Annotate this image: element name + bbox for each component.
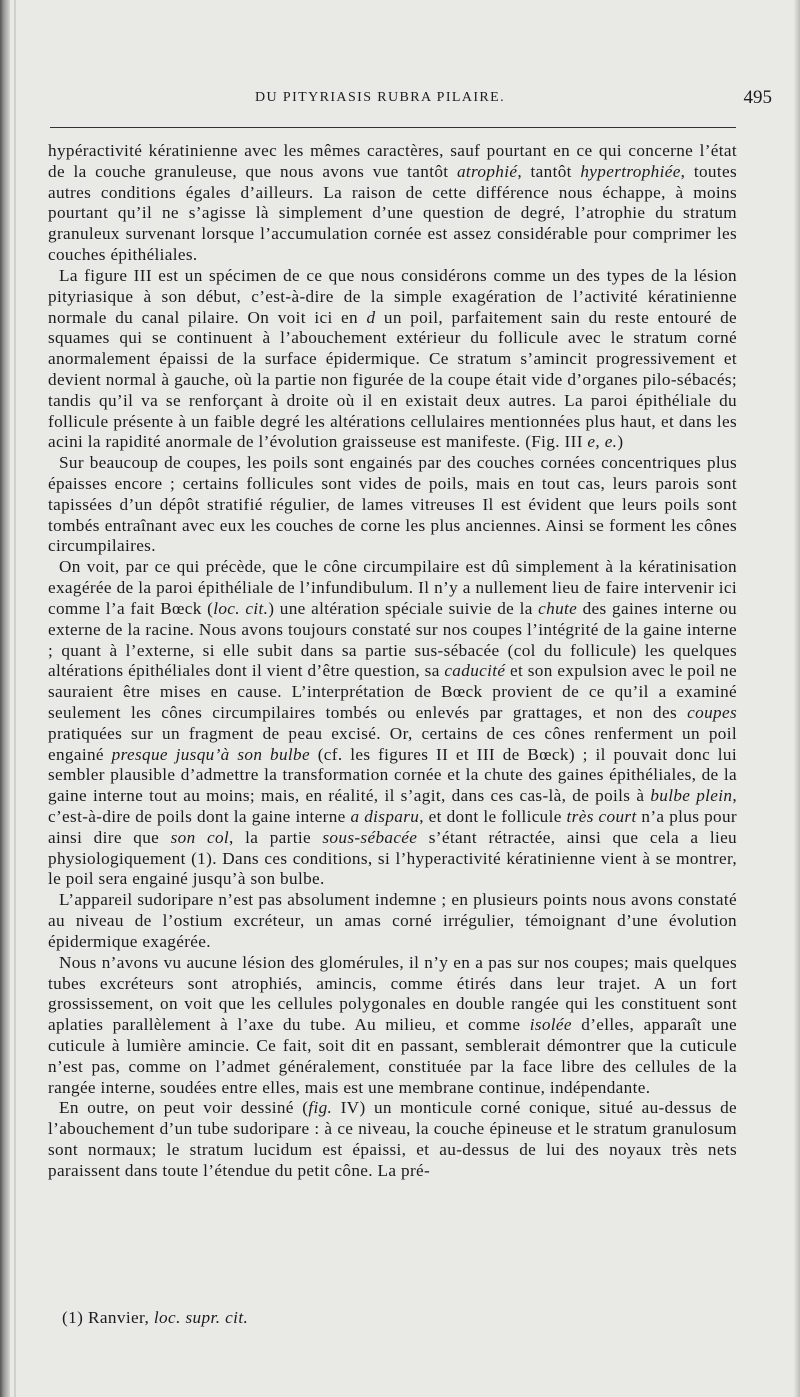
text-run: des gaines interne ou externe de la racine. Nous avons toujours constaté sur nos coupes l’intégrité de la gaine interne ; quant à l’externe, si elle subit dans sa partie sus-sébacée (col du follicule) les quelques altérations épithéliales dont il vient d’être question, sa — [48, 598, 738, 681]
italic-text: hypertrophiée — [580, 161, 681, 181]
paragraph — [48, 1098, 737, 1181]
italic-text: bulbe plein — [650, 786, 733, 806]
page-gutter-shadow — [0, 0, 10, 1397]
text-run: Nous n’avons vu aucune lésion des glomérules, il n’y en a pas sur nos coupes; mais quelques tubes excréteurs sont atrophiés, amincis, comme étirés dans leur trajet. A un fort grossissement, on voit que les cellules polygonales en double rangée qui les constituent sont aplaties parallèlement à l’axe du tube. Au milieu, et comme — [48, 952, 737, 1035]
text-run: ) une altération spéciale suivie de la — [268, 598, 539, 618]
text-run: La figure III est un spécimen de ce que nous considérons comme un des types de la lésion pityriasique à son début, c’est-à-dire de la simple exagération de l’activité kératinienne normale du canal pilaire. On voit ici en — [48, 265, 737, 327]
text-run: pratiquées sur un fragment de peau excisé. Or, certains de ces cônes renferment un poil engainé — [48, 723, 737, 764]
italic-text: fig. — [308, 1098, 333, 1118]
italic-text: loc. cit. — [213, 598, 269, 618]
text-run: Sur beaucoup de coupes, les poils sont engainés par des couches cornées concentriques plus épaisses encore ; certains follicules sont vides de poils, mais en tout cas, leurs parois sont tapissées d’un dépôt stratifié régulier, de lames vitreuses Il est évident que leurs poils sont tombés entraînant avec eux les couches de corne les plus anciennes. Ainsi se forment les cônes circumpilaires. — [48, 453, 737, 556]
italic-text: chute — [538, 598, 578, 618]
text-run: ) — [617, 432, 624, 452]
text-run: , tantôt — [517, 161, 581, 181]
paragraph — [48, 557, 737, 890]
italic-text: atrophié — [456, 161, 518, 181]
text-run: d’elles, apparaît une cuticule à lumière amincie. Ce fait, soit dit en passant, semblerait démontrer que la cuticule n’est pas, comme on l’admet généralement, constituée par la face libre des cellules de la rangée interne, soudées entre elles, mais est une membrane continue, indépendante. — [48, 1015, 737, 1097]
italic-text: e, e. — [587, 432, 618, 452]
text-run: s’étant rétractée, ainsi que cela a lieu physiologiquement (1). Dans ces conditions, si l’hyperactivité kératinienne vient à se montrer, le poil sera engainé jusqu’à son bulbe. — [48, 827, 737, 889]
paragraph — [48, 890, 737, 952]
header-rule — [50, 127, 736, 128]
paragraph — [48, 141, 737, 266]
text-run: , c’est-à-dire de poils dont la gaine interne — [48, 786, 738, 826]
text-run: un poil, parfaitement sain du reste entouré de squames qui se continuent à l’abouchement extérieur du follicule avec le stratum corné anormalement épaissi de la surface épidermique. Ce stratum s’amincit progressivement et devient normal à gauche, où la partie non figurée de la coupe était vide d’organes pilo-sébacés; tandis qu’il va se renforçant à droite où il en existait deux autres. La paroi épithéliale du follicule présente à un faible degré les altérations cellulaires mentionnées plus haut, et dans les acini la rapidité anormale de l’évolution graisseuse est manifeste. (Fig. III — [48, 307, 737, 452]
paragraph — [48, 453, 737, 557]
text-run: (cf. les figures II et III de Bœck) ; il pouvait donc lui sembler plausible d’admettre la transformation cornée et la chute des gaines épithéliales, de la gaine interne tout au moins; mais, en réalité, il s’agit, dans ces cas-là, de poils à — [48, 744, 738, 806]
text-run: n’a plus pour ainsi dire que — [48, 807, 737, 847]
italic-text: d — [366, 307, 376, 327]
page-right-edge — [794, 0, 800, 1397]
italic-text: sous-sébacée — [322, 827, 418, 847]
italic-text: caducité — [444, 661, 506, 681]
italic-text: très court — [566, 807, 637, 826]
italic-text: presque jusqu’à son bulbe — [111, 744, 310, 764]
text-run: et son expulsion avec le poil ne sauraient être mises en cause. L’interprétation de Bœck provient de ce qu’il a examiné seulement les cônes circumpilaires tombés ou enlevés par grattages, et non des — [48, 661, 737, 722]
running-title: DU PITYRIASIS RUBRA PILAIRE. — [255, 90, 505, 105]
body-text — [48, 141, 737, 1182]
italic-text: a disparu — [350, 807, 420, 826]
page-number: 495 — [743, 87, 772, 108]
text-run: , la partie — [229, 827, 323, 847]
footnote-author: Ranvier, — [87, 1308, 150, 1327]
text-run: , et dont le follicule — [419, 807, 567, 826]
text-run: En outre, on peut voir dessiné ( — [59, 1098, 309, 1118]
text-run: L’appareil sudoripare n’est pas absolument indemne ; en plusieurs points nous avons constaté au niveau de l’ostium excréteur, un amas corné irrégulier, témoignant d’une évolution épidermique exagérée. — [48, 890, 737, 951]
paragraph — [48, 953, 737, 1099]
text-run: IV) un monticule corné conique, situé au-dessus de l’abouchement d’un tube sudoripare : à ce niveau, la couche épineuse et le stratum granulosum sont normaux; le stratum lucidum est épaissi, et au-dessus de lui des noyaux très nets paraissent dans toute l’étendue du petit cône. La pré- — [48, 1098, 737, 1180]
footnote — [62, 1308, 248, 1328]
running-header — [0, 87, 800, 112]
italic-text: isolée — [529, 1015, 572, 1035]
italic-text: coupes — [687, 702, 737, 722]
footnote-marker: (1) — [62, 1308, 84, 1327]
footnote-reference: loc. supr. cit. — [153, 1308, 249, 1327]
text-run: On voit, par ce qui précède, que le cône circumpilaire est dû simplement à la kératinisation exagérée de la paroi épithéliale de l’infundibulum. Il n’y a nullement lieu de faire intervenir ici comme l’a fait Bœck ( — [48, 557, 737, 618]
page-gutter-line — [14, 0, 16, 1397]
text-run: , toutes autres conditions égales d’ailleurs. La raison de cette différence nous échappe, à moins pourtant qu’il ne s’agisse là simplement d’une question de degré, l’atrophie du stratum granuleux survenant lorsque l’accumulation cornée est assez considérable pour comprimer les couches épithéliales. — [48, 161, 738, 265]
italic-text: son col — [170, 827, 230, 847]
text-run: hypéractivité kératinienne avec les mêmes caractères, sauf pourtant en ce qui concerne l’état de la couche granuleuse, que nous avons vue tantôt — [48, 141, 737, 181]
paragraph — [48, 266, 737, 453]
